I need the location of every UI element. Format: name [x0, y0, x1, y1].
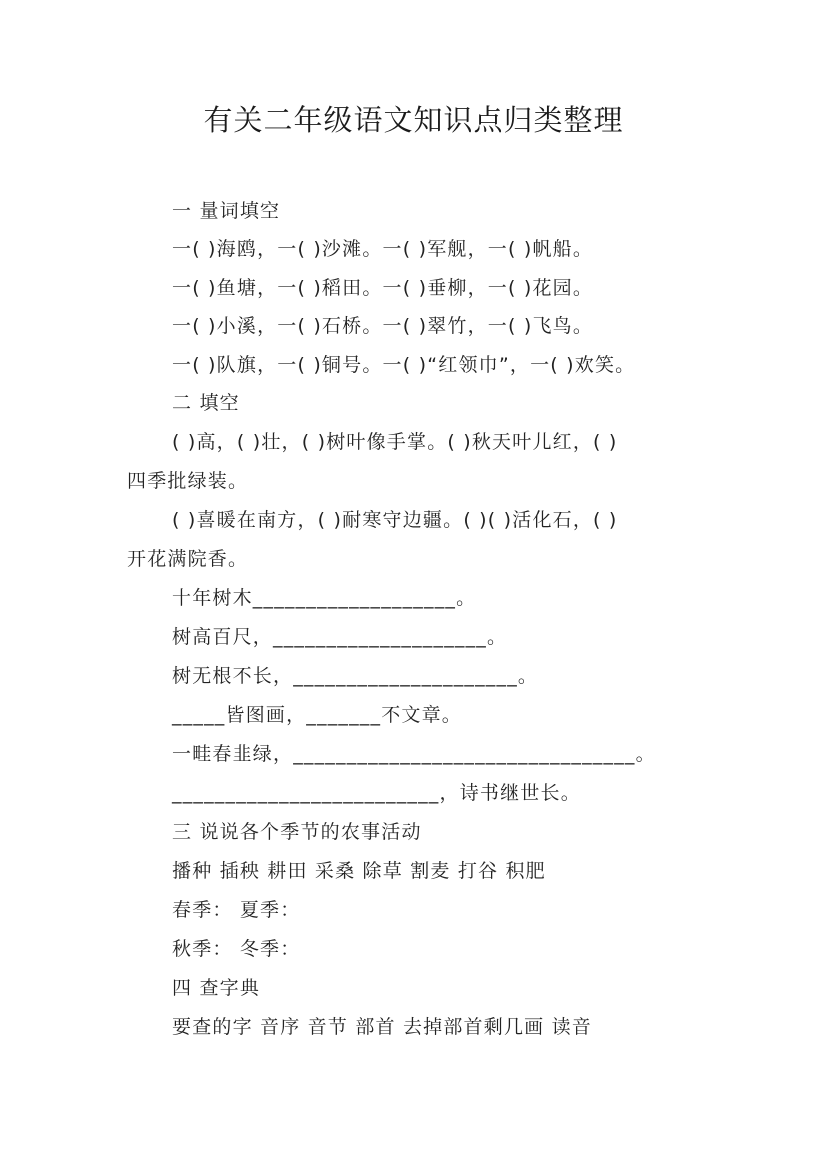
text-line: 播种 插秧 耕田 采桑 除草 割麦 打谷 积肥 [172, 860, 546, 882]
text-line: _____皆图画，_______不文章。 [172, 704, 463, 726]
text-line: 要查的字 音序 音节 部首 去掉部首剩几画 读音 [172, 1016, 592, 1038]
section-heading-farming: 三 说说各个季节的农事活动 [172, 821, 422, 843]
text-line: 树无根不长，_____________________。 [172, 665, 539, 687]
text-line: 十年树木___________________。 [172, 587, 477, 609]
text-line: ( )喜暖在南方，( )耐寒守边疆。( )( )活化石，( ) [172, 509, 618, 531]
text-line: 树高百尺，____________________。 [172, 626, 508, 648]
text-line: 一( )小溪，一( )石桥。一( )翠竹，一( )飞鸟。 [172, 315, 594, 337]
text-line: 春季： 夏季： [172, 899, 301, 921]
section-heading-measure-words: 一 量词填空 [172, 200, 281, 222]
section-heading-fill-blanks: 二 填空 [172, 392, 240, 414]
text-line: 一( )鱼塘，一( )稻田。一( )垂柳，一( )花园。 [172, 277, 594, 299]
page-title: 有关二年级语文知识点归类整理 [203, 103, 624, 137]
text-line: 一( )队旗，一( )铜号。一( )“红领巾”，一( )欢笑。 [172, 354, 636, 376]
text-line: 秋季： 冬季： [172, 938, 301, 960]
text-line: _________________________，诗书继世长。 [172, 782, 581, 804]
section-heading-dictionary: 四 查字典 [172, 977, 261, 999]
text-line-continuation: 四季批绿装。 [127, 470, 249, 492]
text-line: 一畦春韭绿，________________________________。 [172, 743, 656, 765]
text-line-continuation: 开花满院香。 [127, 548, 249, 570]
text-line: ( )高，( )壮，( )树叶像手掌。( )秋天叶儿红，( ) [172, 431, 618, 453]
text-line: 一( )海鸥，一( )沙滩。一( )军舰，一( )帆船。 [172, 238, 594, 260]
